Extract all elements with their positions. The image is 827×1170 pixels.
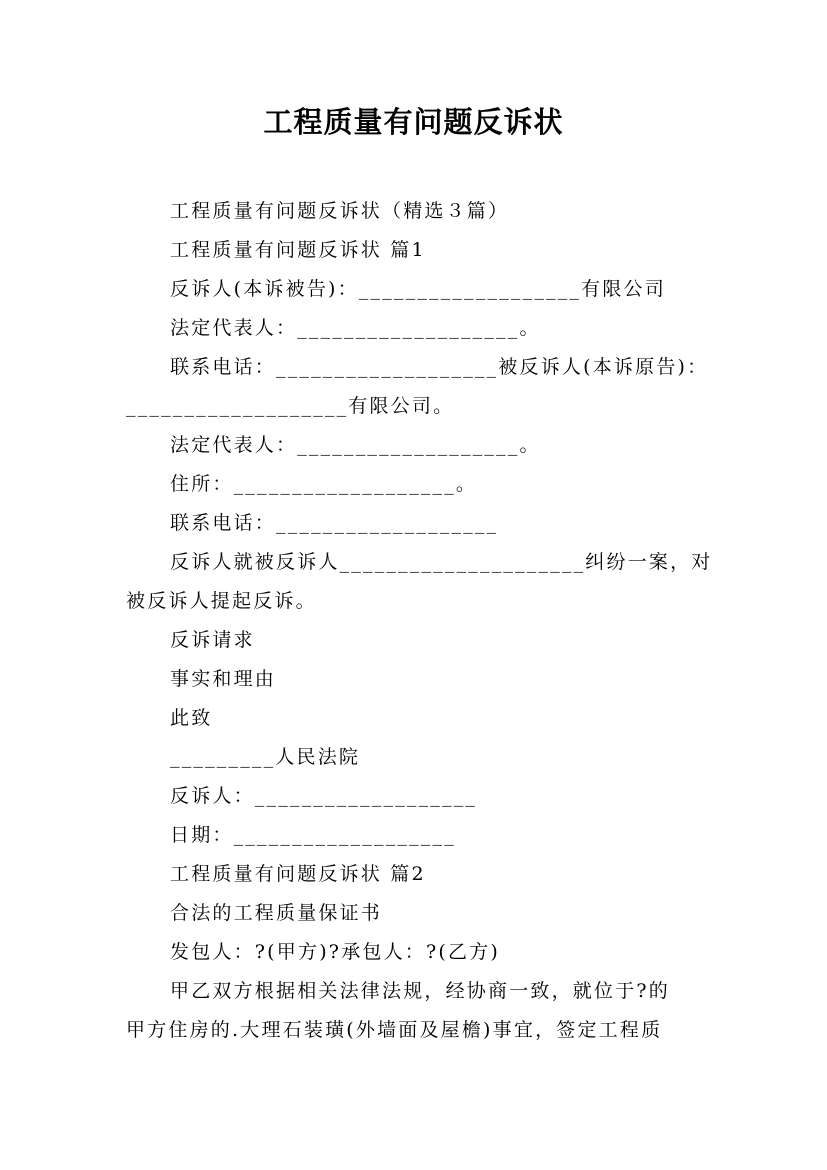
address-line: 住所：___________________。 [170, 473, 478, 495]
counterclaimant-line: 反诉人(本诉被告)：___________________有限公司 [170, 278, 666, 300]
facts-and-reasons-heading: 事实和理由 [170, 668, 277, 690]
counter-defendant-company-line: ___________________有限公司。 [126, 395, 455, 417]
date-line: 日期：___________________ [170, 824, 456, 846]
paragraph-intro: 工程质量有问题反诉状（精选３篇） [170, 200, 510, 222]
signature-line: 反诉人：___________________ [170, 785, 478, 807]
court-line: _________人民法院 [170, 746, 361, 768]
document-title: 工程质量有问题反诉状 [263, 105, 564, 139]
contact-phone-line: 联系电话：___________________被反诉人(本诉原告)： [170, 356, 709, 378]
legal-representative-line-2: 法定代表人：___________________。 [170, 434, 541, 456]
agreement-paragraph-line-1: 甲乙双方根据相关法律法规，经协商一致，就位于?的 [170, 980, 670, 1002]
guarantee-title-line: 合法的工程质量保证书 [170, 902, 383, 924]
dispute-statement-continued: 被反诉人提起反诉。 [126, 590, 317, 612]
parties-line: 发包人：?(甲方)?承包人：?(乙方) [170, 941, 501, 963]
section-heading-part2: 工程质量有问题反诉状 篇2 [170, 863, 426, 885]
counterclaim-request-heading: 反诉请求 [170, 629, 255, 651]
contact-phone-line-2: 联系电话：___________________ [170, 512, 499, 534]
dispute-statement-line: 反诉人就被反诉人_____________________纠纷一案，对 [170, 551, 713, 573]
salutation-line: 此致 [170, 707, 213, 729]
agreement-paragraph-line-2: 甲方住房的.大理石装璜(外墙面及屋檐)事宜，签定工程质 [126, 1019, 663, 1041]
legal-representative-line: 法定代表人：___________________。 [170, 317, 541, 339]
section-heading-part1: 工程质量有问题反诉状 篇1 [170, 239, 426, 261]
